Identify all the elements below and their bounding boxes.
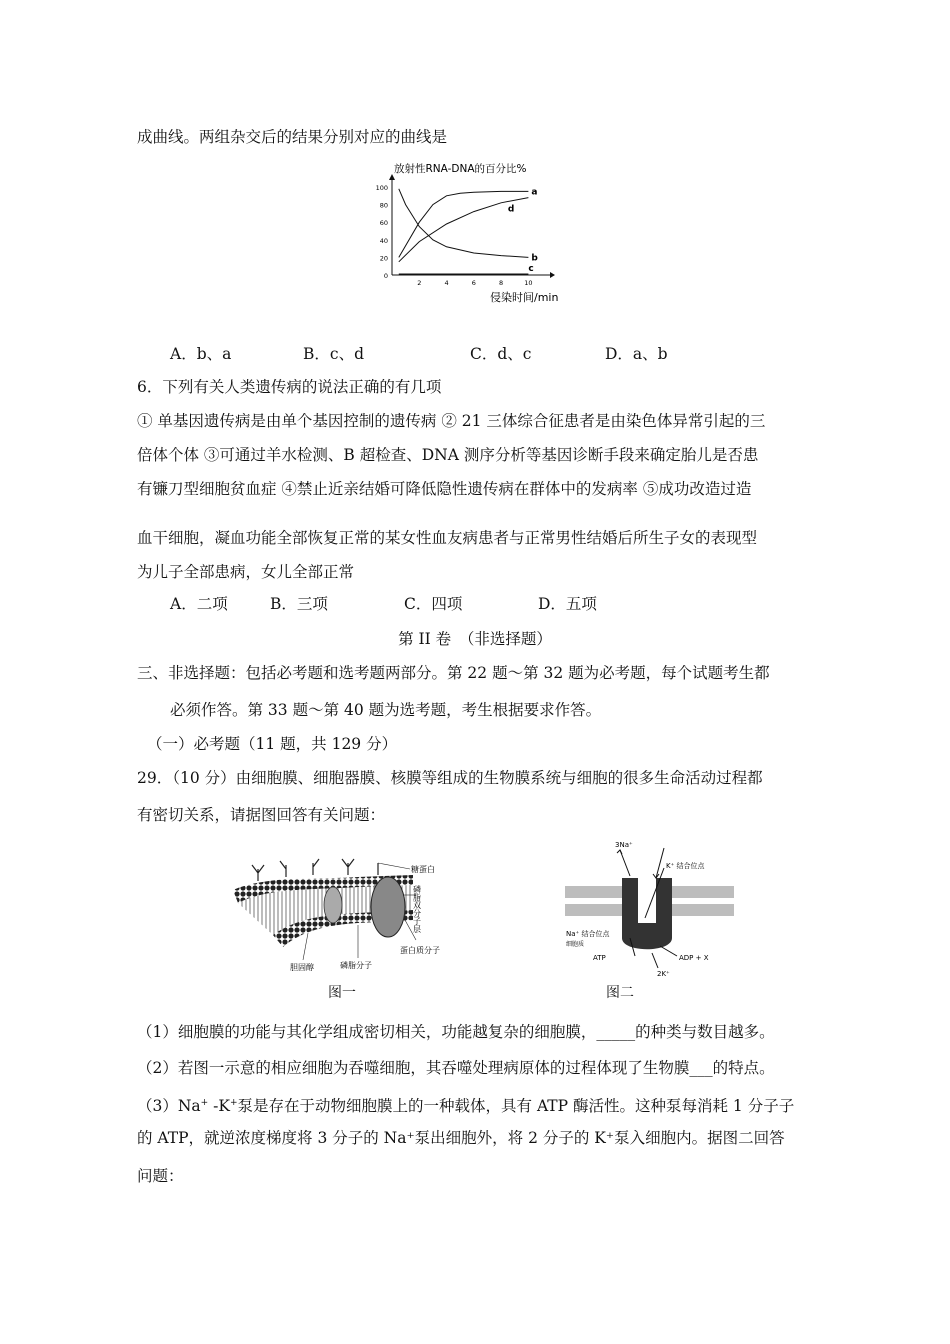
series-label-a: a: [531, 187, 538, 198]
text-line: ① 单基因遗传病是由单个基因控制的遗传病 ② 21 三体综合征患者是由染色体异常引起的三: [137, 412, 766, 430]
membrane-diagram: [228, 855, 448, 980]
option-c: C．d、c: [470, 345, 532, 363]
x-tick-label: 8: [499, 279, 504, 287]
series-label-d: d: [507, 204, 515, 215]
pump-diagram: [560, 838, 740, 983]
y-tick-label: 80: [379, 201, 388, 210]
chart-svg: [370, 160, 580, 305]
label-2k: 2K⁺: [657, 970, 670, 978]
question-6-stem: 6．下列有关人类遗传病的说法正确的有几项: [137, 378, 442, 396]
membrane-band: [672, 886, 734, 898]
x-tick-label: 4: [444, 279, 449, 287]
label-bilayer: 磷脂双分子层: [412, 885, 422, 933]
q3-end: 泵是存在于动物细胞膜上的一种载体，具有 ATP 酶活性。这种泵每消耗 1 分子子: [237, 1097, 795, 1116]
y-tick-label: 40: [379, 236, 388, 245]
label-protein: 蛋白质分子: [400, 946, 440, 955]
option-d: D．a、b: [605, 345, 668, 363]
label-k-site: K⁺ 结合位点: [666, 862, 705, 870]
label-cholesterol: 胆固醇: [290, 963, 314, 972]
question-29-stem: 29．（10 分）由细胞膜、细胞器膜、核膜等组成的生物膜系统与细胞的很多生命活动过程都: [137, 769, 763, 787]
protein-molecule: [324, 887, 342, 923]
label-3na: 3Na⁺: [615, 841, 633, 849]
y-tick-label: 20: [379, 254, 388, 263]
membrane-band: [565, 886, 623, 898]
label-glycoprotein: 糖蛋白: [411, 865, 435, 874]
y-tick-label: 100: [375, 184, 388, 192]
label-atp: ATP: [593, 954, 606, 962]
label-cytoplasm: 细胞质: [566, 941, 585, 948]
q3-start: （3）Na: [137, 1097, 201, 1116]
series-label-b: b: [531, 253, 538, 264]
x-tick-label: 6: [471, 279, 476, 287]
question-29-1: （1）细胞膜的功能与其化学组成密切相关，功能越复杂的细胞膜，_____的种类与数目越多。: [137, 1023, 775, 1041]
question-29-3: [137, 1093, 794, 1116]
text-line: 血干细胞，凝血功能全部恢复正常的某女性血友病患者与正常男性结婚后所生子女的表现型: [137, 529, 758, 547]
text-line: 问题：: [137, 1167, 184, 1185]
text-line: 的 ATP，就逆浓度梯度将 3 分子的 Na⁺泵出细胞外，将 2 分子的 K⁺泵入细胞内。据图二回答: [137, 1129, 785, 1147]
x-tick-label: 2: [417, 279, 422, 287]
text-line: 倍体个体 ③可通过羊水检测、B 超检查、DNA 测序分析等基因诊断手段来确定胎儿是否患: [137, 446, 759, 464]
protein-molecule: [371, 877, 405, 937]
option-a: A．b、a: [170, 345, 232, 363]
q3-sup-na: +: [200, 1098, 209, 1108]
x-axis-label: 侵染时间/min: [490, 291, 559, 304]
figure-1-membrane: [228, 855, 448, 980]
infection-curve-chart: [370, 160, 580, 305]
text-line: 成曲线。两组杂交后的结果分别对应的曲线是: [137, 128, 448, 146]
x-tick-label: 10: [524, 279, 533, 287]
option-c: C．四项: [404, 595, 463, 613]
text-line: 有镰刀型细胞贫血症 ④禁止近亲结婚可降低隐性遗传病在群体中的发病率 ⑤成功改造过造: [137, 480, 752, 498]
label-adp: ADP + X: [679, 954, 709, 962]
membrane-band: [672, 904, 734, 916]
chart-title: 放射性RNA-DNA的百分比%: [394, 163, 527, 175]
text-line: 三、非选择题：包括必考题和选考题两部分。第 22 题～第 32 题为必考题，每个试题考生都: [137, 664, 770, 682]
q3-sup-k: +: [229, 1098, 238, 1108]
question-29-2: （2）若图一示意的相应细胞为吞噬细胞，其吞噬处理病原体的过程体现了生物膜___的特点。: [137, 1059, 775, 1077]
text-line: 有密切关系，请据图回答有关问题：: [137, 806, 386, 824]
q3-mid: -K: [208, 1097, 230, 1116]
figure-2-pump: [560, 838, 740, 983]
option-b: B．c、d: [303, 345, 364, 363]
series-label-c: c: [528, 264, 534, 274]
membrane-band: [565, 904, 623, 916]
text-line: 必须作答。第 33 题～第 40 题为选考题，考生根据要求作答。: [170, 701, 602, 719]
figure-2-caption: 图二: [606, 985, 634, 1001]
x-axis-arrow: [550, 272, 555, 278]
option-b: B．三项: [270, 595, 328, 613]
y-tick-label: 60: [379, 219, 388, 228]
option-a: A．二项: [170, 595, 228, 613]
option-d: D．五项: [538, 595, 597, 613]
y-tick-label: 0: [383, 272, 388, 280]
figure-1-caption: 图一: [328, 985, 356, 1001]
section-title: 第 II 卷 （非选择题）: [398, 630, 552, 648]
text-line: 为儿子全部患病，女儿全部正常: [137, 563, 355, 581]
label-phospholipid: 磷脂分子: [340, 961, 372, 970]
subsection-title: （一）必考题（11 题，共 129 分）: [147, 735, 398, 753]
label-na-site: Na⁺ 结合位点: [566, 930, 610, 938]
